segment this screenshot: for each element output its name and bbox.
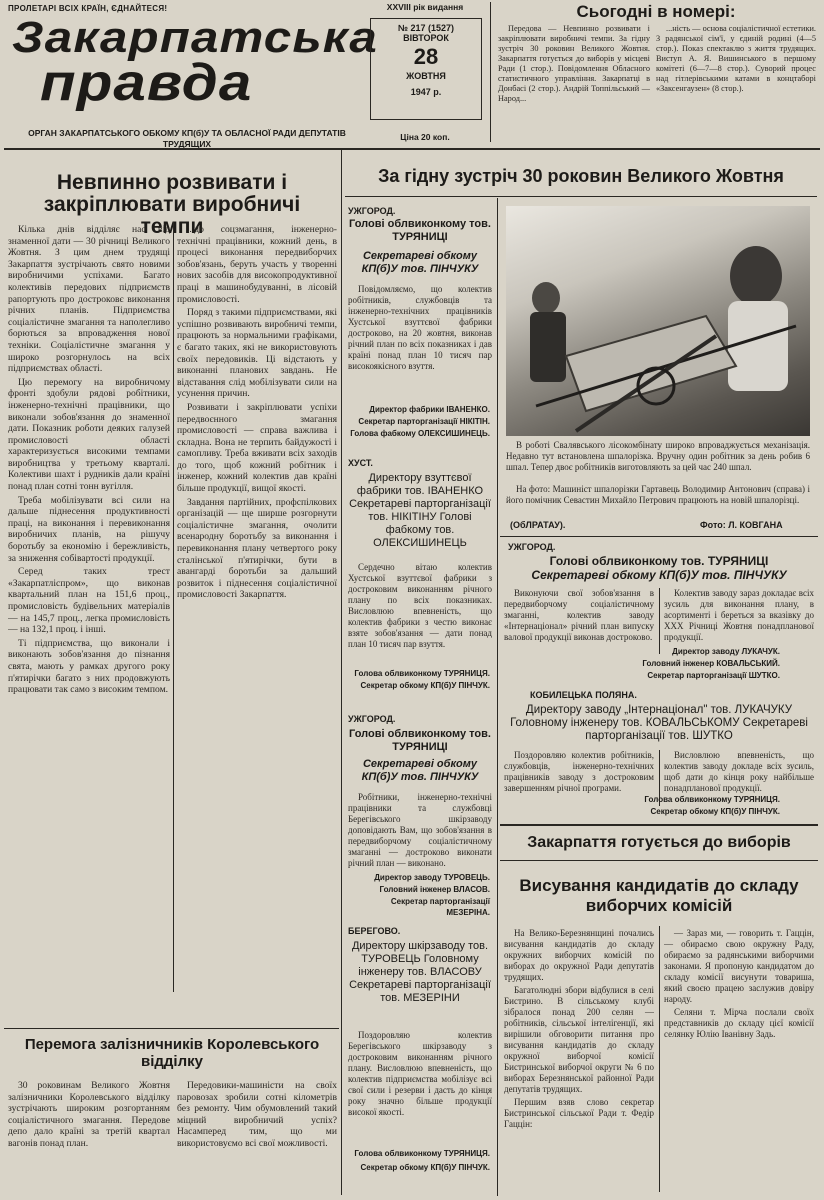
masthead-title-line1: Закарпатська bbox=[12, 13, 378, 62]
uzhgorod2-head2: Секретареві обкому КП(б)У тов. ПІНЧУКУ bbox=[531, 568, 787, 582]
telegram-4-sig1: Голова облвиконкому ТУРЯНИЦЯ. bbox=[354, 1149, 490, 1158]
uzhgorod2-sig1: Директор заводу ЛУКАЧУК. bbox=[672, 647, 780, 656]
telegram-3-head2: Секретареві обкому КП(б)У тов. ПІНЧУКУ bbox=[361, 758, 479, 783]
telegram-2-head: Директору взуттєвої фабрики тов. ІВАНЕНКО Секретареві парторганізації тов. НІКІТІНУ Голові фабкому тов. ОЛЕКСИШИНЕЦЬ bbox=[349, 472, 491, 549]
kobylets-text1: Поздоровляю колектив робітників, службовців, інженерно-технічних працівників заводу з достроковим завершенням річної програми. bbox=[504, 750, 654, 793]
contents-column-1: Передова — Невпинно розвивати і закріплювати виробничі темпи. За гідну зустріч 30 роковин Великого Жовтня. Закарпаття готується до виборів у місцеві Ради (1 стор.). Повідомлення Обласного статистичного управління. Закарпатці в Донбасі (2 стор.). Андрій Топпільський — Народ... bbox=[498, 24, 650, 103]
telegram-1-sig3: Голова фабкому ОЛЕКСИШИНЕЦЬ. bbox=[350, 429, 490, 438]
photo-author: Фото: Л. КОВГАНА bbox=[700, 520, 783, 530]
telegram-3-place: УЖГОРОД. bbox=[348, 714, 396, 724]
year-of-publication: XXVIII рік видання bbox=[386, 2, 464, 12]
telegram-3-sig1: Директор заводу ТУРОВЕЦЬ. bbox=[374, 873, 490, 882]
uzhgorod2-sig3: Секретар парторганізації ШУТКО. bbox=[647, 671, 780, 680]
editorial-column-1: Кілька днів відділяє нас від знаменної дати — 30 річниці Великого Жовтня. З цим днем трудящі Закарпаття зустрічають свято новими виробничими успіхами. Багато колективів передових підприємств рапортують про достроковє виконання річних планів. Підприємства соціалістичне змагання та наполегливо борються за впровадження нової техніки. Соціалістичне змагання у широко розгорнулось на всіх підприємствах області. Цю перемогу на виробничому фронті здобули рядові робітники, інженерно-технічні працівники, що виконали зобов'язання до знаменної дати. Показник роботи деяких галузей промисловості області характеризується високими темпами виробництва у третьому кварталі. Колективи шахт і рудників дали країні понад план сотні тонн вугілля. Треба мобілізувати всі сили на дальше піднесення продуктивності праці, на виконання і перевиконання виробничих планів, на рішучу боротьбу за економію і бережливість, за зниження собівартості продукції. Серед таких трест «Закарпатліспром», що виконав квартальний план на 151,6 проц., промисловість будівельних матеріалів — на 145,7 проц., легка промисловість — на 132,1 проц. і інші. Ті підприємства, що виконали і виконають зобов'язання до пізнання свята, мають у рамках другого року п'ятирічки багато з них продовжують працювати так само з високим темпом. bbox=[8, 224, 170, 696]
elections-headline: Висування кандидатів до складу виборчих комісій bbox=[519, 876, 799, 915]
masthead-title-line2: правда bbox=[40, 54, 253, 112]
contents-heading: Сьогодні в номері: bbox=[576, 2, 736, 21]
issue-month: ЖОВТНЯ bbox=[406, 71, 446, 81]
telegram-3-head1: Голові облвиконкому тов. ТУРЯНИЦІ bbox=[349, 728, 491, 753]
kobylets-sig2: Секретар обкому КП(б)У ПІНЧУК. bbox=[650, 807, 780, 816]
telegram-1-head2: Секретареві обкому КП(б)У тов. ПІНЧУКУ bbox=[361, 250, 479, 275]
kobylets-text2: Висловлюю впевненість, що колектив заводу докладе всіх зусиль, щоб дати до кінця року найбільше понадпланової продукції. bbox=[664, 750, 814, 793]
telegram-1-sig2: Секретар парторганізації НІКІТІН. bbox=[358, 417, 490, 426]
elections-column-1: На Велико-Березнянщині почались висування кандидатів до складу окружних виборчих комісій по виборах до окружної Ради депутатів трудящих. Багатолюдні збори відбулися в селі Бистрино. В сільському клубі зібралося понад 200 селян — робітників, сільської інтелігенції, які вирішили обговорити питання про висування кандидатів до складу окружної виборчої комісії Бистринської виборчої округи № 6 по виборах Березнянської районної Ради депутатів трудящих. Першим взяв слово секретар Бистринської сільської Ради т. Федір Гаццін: bbox=[504, 928, 654, 1129]
issue-day: 28 bbox=[413, 44, 439, 69]
slogan: ПРОЛЕТАРІ ВСІХ КРАЇН, ЄДНАЙТЕСЯ! bbox=[8, 4, 168, 13]
editorial-column-2: ...до соцзмагання, інженерно-технічні працівники, кожний день, в процесі виконання передвиборчих зобов'язань, беруть участь у творенні нових засобів для високопродуктивної праці в машинобудуванні, в лісовій промисловості. Поряд з такими підприємствами, які успішно розвивають виробничі темпи, працюють за нормальними графіками, є багато таких, які не використовують своїх передовиків. Ці відстають у виконанні планових завдань. Не відставання слід мобілізувати сили на усунення причин. Розвивати і закріплювати успіхи передвоєнного змагання промисловості — справа важлива і складна. Вона не терпить байдужості і самопливу. Треба вживати всіх заходів до того, щоб кожний робітник і інженер, кожний колектив дав країні більше продукції, вищої якості. Завдання партійних, профспілкових організацій — ще ширше розгорнути соціалістичне змагання, очолити всенародну боротьбу за виконання і перевиконання плану четвертого року сталінської п'ятирічки, бути в авангарді боротьби за дальший розвиток і піднесення соціалістичної промисловості Закарпаття. bbox=[177, 224, 337, 601]
kobylets-head: Директору заводу „Інтернаціонал" тов. ЛУКАЧУКУ Головному інженеру тов. КОВАЛЬСЬКОМУ Секретареві парторганізації тов. ШУТКО bbox=[510, 704, 808, 742]
uzhgorod2-text1: Виконуючи свої зобов'язання в передвиборчому соціалістичному змаганні, колектив заводу «Інтернаціонал» річний план випуску валової продукції виконав достроково. bbox=[504, 588, 654, 642]
uzhgorod2-text2: Колектив заводу зараз докладає всіх зусиль для виконання плану, в асортименті і береться за вказівку до XXX Річниці Жовтня понадпланової продукції. bbox=[664, 588, 814, 642]
kobylets-sig1: Голова облвиконкому ТУРЯНИЦЯ. bbox=[644, 795, 780, 804]
railway-headline: Перемога залізничників Королевського відділку bbox=[24, 1036, 320, 1070]
telegram-2-text: Сердечно вітаю колектив Хустської взуттєвої фабрики з достроковим виконанням річного плану по всіх показниках. Висловлюю впевненість, що колектив фабрики з честю виконає взяте зобов'язання — дати понад план 10 тисяч пар взуття. bbox=[348, 562, 492, 649]
photo-scene-illustration bbox=[506, 206, 810, 436]
issue-box bbox=[370, 18, 482, 120]
telegram-2-sig2: Секретар обкому КП(б)У ПІНЧУК. bbox=[360, 681, 490, 690]
telegram-2-place: ХУСТ. bbox=[348, 458, 373, 468]
uzhgorod2-head1: Голові облвиконкому тов. ТУРЯНИЦІ bbox=[549, 554, 769, 568]
masthead-subtitle: ОРГАН ЗАКАРПАТСЬКОГО ОБКОМУ КП(б)У ТА ОБЛАСНОЇ РАДИ ДЕПУТАТІВ ТРУДЯЩИХ bbox=[28, 128, 346, 149]
telegram-3-sig2: Головний інженер ВЛАСОВ. bbox=[379, 885, 490, 894]
photo-caption: В роботі Свалявського лісокомбінату широко впроваджується механізація. Недавно тут встановлена шпалорізка. Вручну один робітник за день робив 6 шпал. Тепер двоє робітників виготовляють за цей час 240 шпал. bbox=[506, 440, 810, 472]
editorial-headline: Невпинно розвивати і закріплювати виробничі темпи bbox=[43, 171, 301, 238]
telegram-1-place: УЖГОРОД. bbox=[348, 206, 396, 216]
uzhgorod2-place: УЖГОРОД. bbox=[508, 542, 556, 552]
issue-weekday: ВІВТОРОК bbox=[403, 33, 449, 43]
telegram-1-sig1: Директор фабрики ІВАНЕНКО. bbox=[369, 405, 490, 414]
uzhgorod2-sig2: Головний інженер КОВАЛЬСЬКИЙ. bbox=[642, 659, 780, 668]
elections-column-2: — Зараз ми, — говорить т. Гаццін, — обираємо свою окружну Раду, обираємо за радянськими виборчими законами. Я пропоную кандидатом до складу комісії висунути товариша, який своєю працею заслужив довіру народу. Селяни т. Мірча послали своїх представників до складу цієї комісії селянку Юлію Іванівну Задь. bbox=[664, 928, 814, 1039]
telegram-2-sig1: Голова облвиконкому ТУРЯНИЦЯ. bbox=[354, 669, 490, 678]
issue-number: № 217 (1527) bbox=[397, 23, 455, 33]
telegram-1-text: Повідомляємо, що колектив робітників, службовців та інженерно-технічних працівників Хустської взуттєвої фабрики достроково, на 20 жовтня, виконав річний план по всіх показниках і дав країні понад план 10 тисяч пар високоякісного взуття. bbox=[348, 284, 492, 371]
telegram-3-sig3: Секретар парторганізації МЕЗЕРІНА. bbox=[390, 897, 490, 917]
issue-year: 1947 р. bbox=[410, 87, 442, 97]
telegram-4-sig2: Секретар обкому КП(б)У ПІНЧУК. bbox=[360, 1163, 490, 1172]
telegram-4-place: БЕРЕГОВО. bbox=[348, 926, 401, 936]
banner-headline: За гідну зустріч 30 роковин Великого Жовтня bbox=[378, 166, 784, 186]
telegram-4-text: Поздоровляю колектив Берегівського шкірзаводу з достроковим виконанням річного плану. Висловлюю впевненість, що колектив підприємства мобілізує всі свої сили і резерви і дасть до кінця року значно більше продукції високої якості. bbox=[348, 1030, 492, 1117]
elections-section-title: Закарпаття готується до виборів bbox=[527, 834, 791, 851]
photo-note: На фото: Машиніст шпалорізки Гартавець Володимир Антонович (справа) і його помічник Севастин Михайло Петрович працюють на новій шпалорізці. bbox=[506, 484, 810, 505]
telegram-4-head: Директору шкірзаводу тов. ТУРОВЕЦЬ Головному інженеру тов. ВЛАСОВУ Секретареві парторганізації тов. МЕЗЕРІНИ bbox=[349, 940, 491, 1004]
news-photo bbox=[506, 206, 810, 436]
telegram-1-head1: Голові облвиконкому тов. ТУРЯНИЦІ bbox=[349, 218, 491, 243]
kobylets-place: КОБИЛЕЦЬКА ПОЛЯНА. bbox=[530, 690, 637, 700]
contents-column-2: ...ність — основа соціалістичної естетики. З радянської сім'ї, у єдиній родині (4—5 стор.). Показ спектаклю з життя трудящих. Виступ А. Я. Вишинського в першому комітеті (6—7—8 стор.). Суворий процес над гітлерівськими катами в концтаборі «Заксенгаузен» (8 стор.). bbox=[656, 24, 816, 93]
price: Ціна 20 коп. bbox=[400, 132, 450, 142]
railway-column-1: 30 роковинам Великого Жовтня залізничники Королевського відділку зустрічають широким розгортанням соціалістичного змагання. Передове депо дало країні за третій квартал вагонів понад план. bbox=[8, 1080, 170, 1149]
telegram-3-text: Робітники, інженерно-технічні працівники та службовці Берегівського шкірзаводу доповідають Вам, що зобов'язання в передвиборчому соціалістичному змаганні — достроково виконати річний план — виконано. bbox=[348, 792, 492, 868]
railway-column-2: Передовики-машиністи на своїх паровозах зробили сотні кілометрів без ремонту. Чим обумовлений такий міцний виробничий успіх? Насамперед тим, що ми використовуємо всі свої можливості. bbox=[177, 1080, 337, 1149]
photo-credit: (ОбЛРАТАУ). bbox=[510, 520, 566, 530]
